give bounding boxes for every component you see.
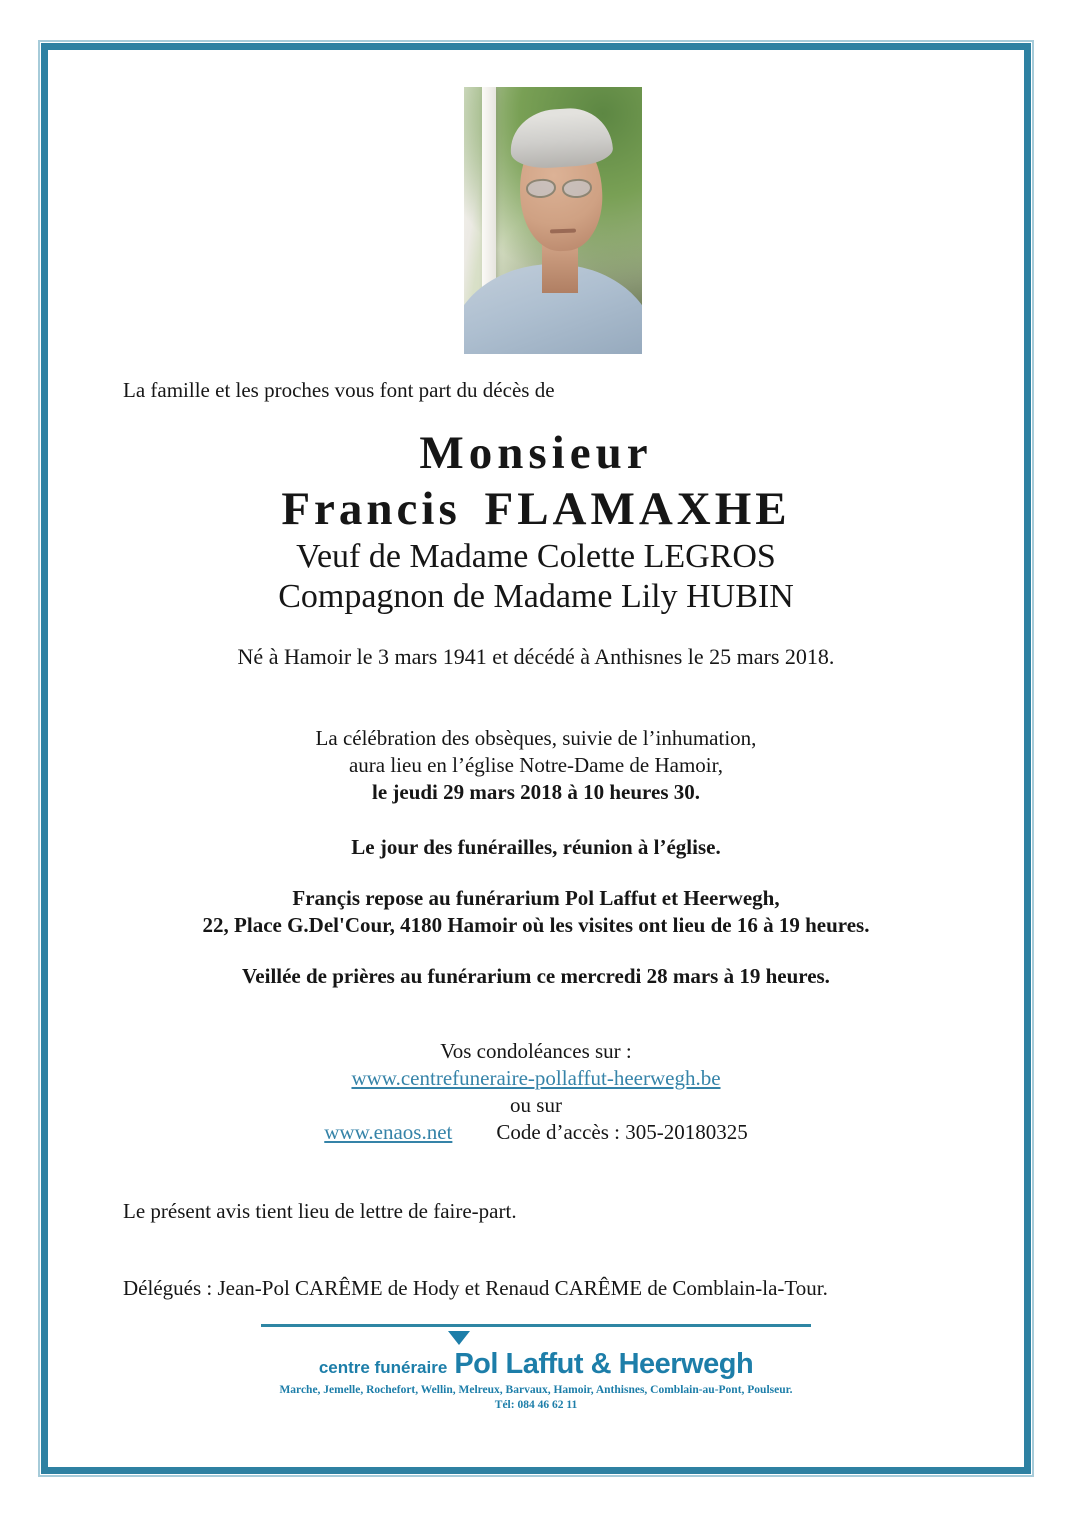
brand-prefix: centre funéraire [318, 1358, 448, 1377]
portrait-glasses [524, 179, 598, 201]
deceased-name: Francis FLAMAXHE [281, 483, 791, 535]
portrait-photo [464, 87, 642, 354]
brand-locations: Marche, Jemelle, Rochefort, Wellin, Melreux, Barvaux, Hamoir, Anthisnes, Comblain-au-Pont, Poulseur. [279, 1384, 793, 1396]
repose-line-2: 22, Place G.Del'Cour, 4180 Hamoir où les visites ont lieu de 16 à 19 heures. [202, 913, 870, 937]
funeral-home-logo [48, 1324, 1024, 1411]
brand-row [48, 1348, 1024, 1381]
ceremony-line-3: le jeudi 29 mars 2018 à 10 heures 30. [371, 780, 700, 804]
intro-line: La famille et les proches vous font part du décès de [123, 378, 555, 402]
notice-line: Le présent avis tient lieu de lettre de faire-part. [123, 1199, 517, 1223]
widower-line: Veuf de Madame Colette LEGROS [296, 538, 776, 575]
portrait-neck [542, 245, 578, 293]
portrait-hair [508, 106, 614, 171]
delegates-line: Délégués : Jean-Pol CARÊME de Hody et Renaud CARÊME de Comblain-la-Tour. [123, 1276, 828, 1300]
repose-line-1: Françis repose au funérarium Pol Laffut et Heerwegh, [292, 886, 780, 910]
meeting-line: Le jour des funérailles, réunion à l’église. [351, 835, 721, 859]
birth-death-line: Né à Hamoir le 3 mars 1941 et décédé à Anthisnes le 25 mars 2018. [237, 644, 835, 669]
brand-phone: Tél: 084 46 62 11 [494, 1399, 578, 1411]
condolences-main-link[interactable]: www.centrefuneraire-pollaffut-heerwegh.be [351, 1066, 721, 1090]
decorative-outer-frame [38, 40, 1034, 1477]
notice-content [48, 50, 1024, 1467]
glasses-right-lens [561, 178, 592, 199]
ceremony-line-2: aura lieu en l’église Notre-Dame de Hamoir, [348, 753, 724, 777]
enaos-link[interactable]: www.enaos.net [324, 1120, 453, 1144]
access-code: Code d’accès : 305-20180325 [496, 1120, 748, 1144]
ceremony-line-1: La célébration des obsèques, suivie de l’inhumation, [315, 726, 757, 750]
enaos-row [48, 1119, 1024, 1146]
brand-name: Pol Laffut & Heerwegh [454, 1348, 754, 1380]
brand-triangle-icon [448, 1331, 470, 1345]
logo-divider-line [261, 1324, 811, 1327]
companion-line: Compagnon de Madame Lily HUBIN [278, 578, 794, 615]
condolences-heading: Vos condoléances sur : [440, 1039, 632, 1063]
deceased-title: Monsieur [419, 427, 653, 479]
brand-name-wrap [454, 1348, 753, 1381]
vigil-line: Veillée de prières au funérarium ce mercredi 28 mars à 19 heures. [242, 964, 830, 988]
glasses-left-lens [525, 178, 556, 199]
condolences-or-text: ou sur [510, 1093, 562, 1117]
decorative-inner-frame [41, 43, 1031, 1474]
